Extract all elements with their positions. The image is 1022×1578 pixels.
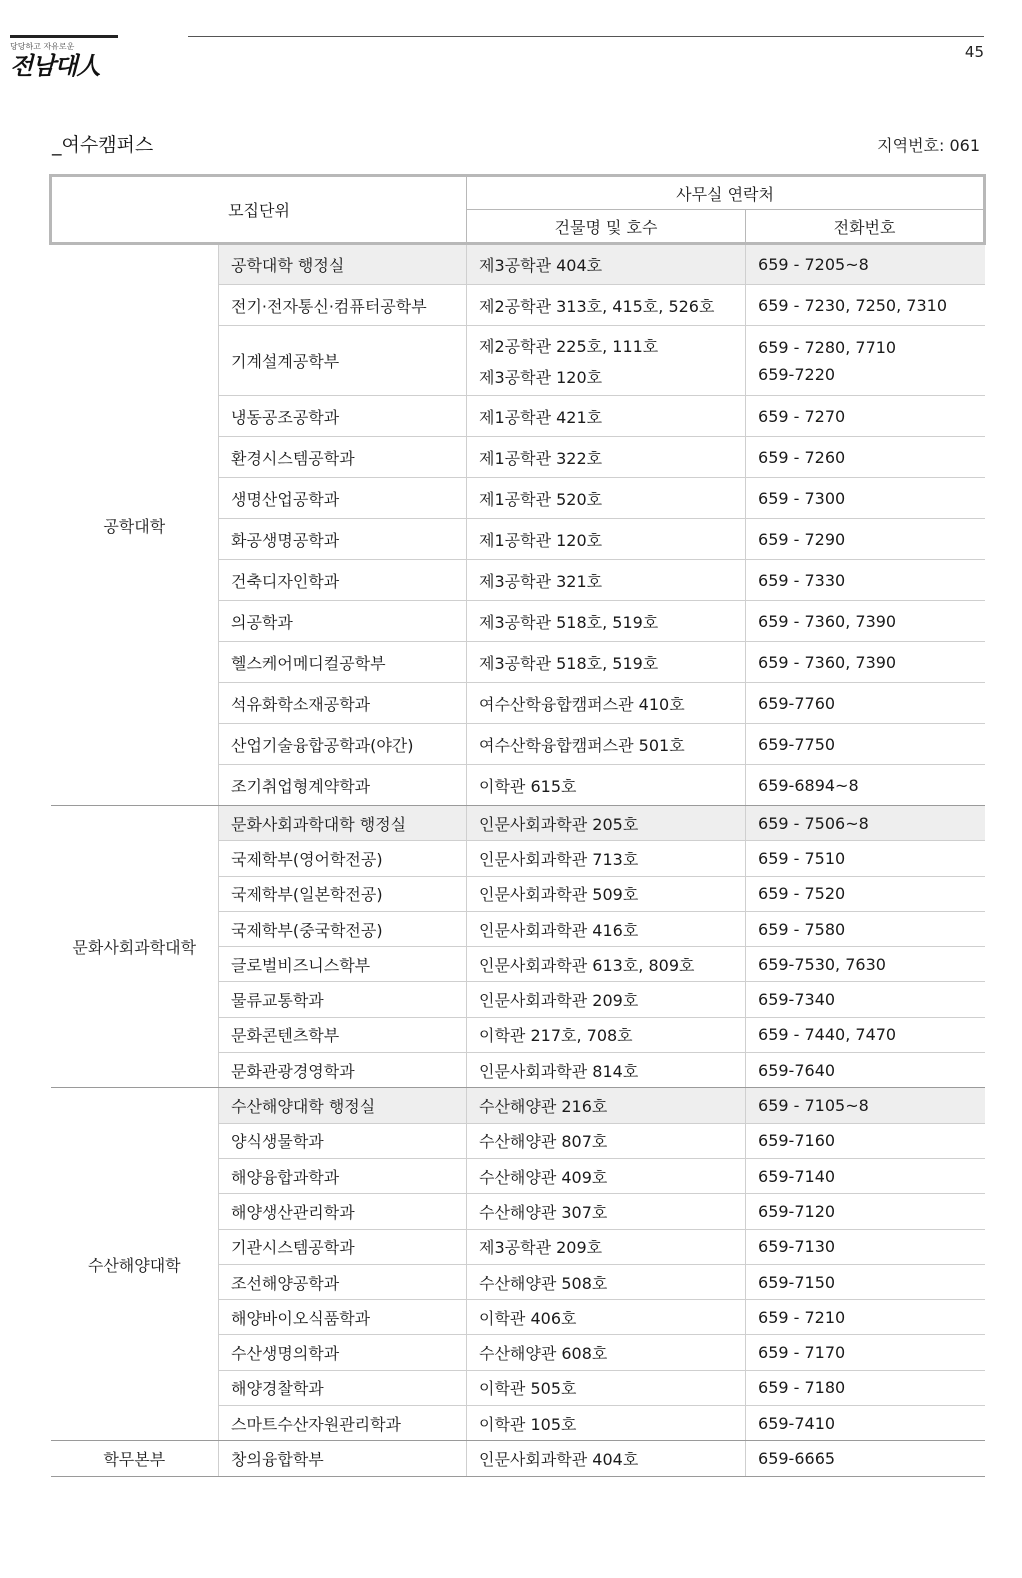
phone-number: 659-7410	[746, 1406, 985, 1441]
phone-number: 659-7640	[746, 1053, 985, 1088]
phone-number: 659-6665	[746, 1441, 985, 1477]
phone-line: 659-7220	[758, 364, 836, 384]
department-name: 전기·전자통신·컴퓨터공학부	[219, 285, 467, 326]
phone-number: 659-6894~8	[746, 765, 985, 806]
table-row-office	[51, 806, 985, 841]
phone-number: 659 - 7360, 7390	[746, 601, 985, 642]
phone-number: 659-7750	[746, 724, 985, 765]
header-building-room: 건물명 및 호수	[467, 210, 746, 244]
department-name: 생명산업공학과	[219, 478, 467, 519]
building-room: 제3공학관 321호	[467, 560, 746, 601]
department-name: 수산해양대학 행정실	[219, 1088, 467, 1123]
phone-number: 659 - 7300	[746, 478, 985, 519]
phone-number: 659-7120	[746, 1194, 985, 1229]
phone-number	[746, 326, 985, 396]
building-room: 이학관 505호	[467, 1370, 746, 1405]
department-name: 국제학부(영어학전공)	[219, 841, 467, 876]
phone-number: 659 - 7360, 7390	[746, 642, 985, 683]
phone-number: 659 - 7230, 7250, 7310	[746, 285, 985, 326]
department-name: 스마트수산자원관리학과	[219, 1406, 467, 1441]
department-name: 헬스케어메디컬공학부	[219, 642, 467, 683]
phone-number: 659 - 7510	[746, 841, 985, 876]
department-name: 공학대학 행정실	[219, 244, 467, 285]
header-unit: 모집단위	[51, 176, 467, 244]
building-room: 여수산학융합캠퍼스관 410호	[467, 683, 746, 724]
building-room: 제3공학관 518호, 519호	[467, 601, 746, 642]
department-name: 환경시스템공학과	[219, 437, 467, 478]
building-room: 인문사회과학관 416호	[467, 911, 746, 946]
phone-number: 659 - 7260	[746, 437, 985, 478]
building-room: 제1공학관 421호	[467, 396, 746, 437]
building-room: 여수산학융합캠퍼스관 501호	[467, 724, 746, 765]
department-name: 산업기술융합공학과(야간)	[219, 724, 467, 765]
department-name: 문화콘텐츠학부	[219, 1017, 467, 1052]
department-name: 문화사회과학대학 행정실	[219, 806, 467, 841]
department-name: 해양경찰학과	[219, 1370, 467, 1405]
department-name: 해양생산관리학과	[219, 1194, 467, 1229]
department-name: 조기취업형계약학과	[219, 765, 467, 806]
phone-number: 659-7160	[746, 1123, 985, 1158]
department-name: 국제학부(중국학전공)	[219, 911, 467, 946]
building-room: 이학관 217호, 708호	[467, 1017, 746, 1052]
department-name: 건축디자인학과	[219, 560, 467, 601]
building-room: 인문사회과학관 713호	[467, 841, 746, 876]
college-name: 학무본부	[51, 1441, 219, 1477]
college-name: 수산해양대학	[51, 1088, 219, 1441]
section-title: _여수캠퍼스	[52, 134, 154, 156]
building-room: 이학관 105호	[467, 1406, 746, 1441]
building-room: 제3공학관 518호, 519호	[467, 642, 746, 683]
table-row	[51, 1441, 985, 1477]
university-logo	[10, 42, 120, 82]
phone-number: 659 - 7506~8	[746, 806, 985, 841]
department-name: 창의융합학부	[219, 1441, 467, 1477]
department-name: 기관시스템공학과	[219, 1229, 467, 1264]
phone-number: 659 - 7270	[746, 396, 985, 437]
department-name: 해양바이오식품학과	[219, 1300, 467, 1335]
phone-number: 659-7340	[746, 982, 985, 1017]
header-office-contact: 사무실 연락처	[467, 176, 985, 210]
college-name: 문화사회과학대학	[51, 806, 219, 1088]
header-rule-right	[188, 36, 984, 37]
logo-name: 전남대人	[10, 51, 100, 80]
phone-number: 659 - 7170	[746, 1335, 985, 1370]
phone-number: 659 - 7210	[746, 1300, 985, 1335]
department-name: 국제학부(일본학전공)	[219, 876, 467, 911]
header-rule-left	[10, 35, 118, 38]
phone-number: 659 - 7290	[746, 519, 985, 560]
department-name: 문화관광경영학과	[219, 1053, 467, 1088]
logo-tagline: 당당하고 자유로운	[10, 42, 75, 51]
phone-number: 659-7530, 7630	[746, 947, 985, 982]
department-name: 화공생명공학과	[219, 519, 467, 560]
building-room: 수산해양관 409호	[467, 1158, 746, 1193]
department-name: 석유화학소재공학과	[219, 683, 467, 724]
building-room: 인문사회과학관 509호	[467, 876, 746, 911]
building-room: 인문사회과학관 613호, 809호	[467, 947, 746, 982]
department-name: 물류교통학과	[219, 982, 467, 1017]
table-body	[51, 244, 985, 1477]
building-room-line: 제3공학관 120호	[479, 367, 603, 387]
college-name: 공학대학	[51, 244, 219, 806]
page-number: 45	[964, 43, 984, 61]
table-row-office	[51, 1088, 985, 1123]
phone-number: 659-7140	[746, 1158, 985, 1193]
phone-number: 659 - 7205~8	[746, 244, 985, 285]
building-room: 인문사회과학관 404호	[467, 1441, 746, 1477]
phone-number: 659 - 7440, 7470	[746, 1017, 985, 1052]
building-room: 인문사회과학관 814호	[467, 1053, 746, 1088]
phone-number: 659-7760	[746, 683, 985, 724]
phone-number: 659 - 7330	[746, 560, 985, 601]
department-name: 수산생명의학과	[219, 1335, 467, 1370]
building-room	[467, 326, 746, 396]
area-code: 지역번호: 061	[877, 136, 980, 155]
department-name: 의공학과	[219, 601, 467, 642]
building-room: 제3공학관 404호	[467, 244, 746, 285]
building-room: 인문사회과학관 209호	[467, 982, 746, 1017]
department-name: 기계설계공학부	[219, 326, 467, 396]
phone-number: 659 - 7520	[746, 876, 985, 911]
department-name: 글로벌비즈니스학부	[219, 947, 467, 982]
department-name: 조선해양공학과	[219, 1264, 467, 1299]
building-room: 수산해양관 307호	[467, 1194, 746, 1229]
header-phone: 전화번호	[746, 210, 985, 244]
department-name: 해양융합과학과	[219, 1158, 467, 1193]
building-room: 수산해양관 216호	[467, 1088, 746, 1123]
phone-number: 659-7130	[746, 1229, 985, 1264]
phone-number: 659-7150	[746, 1264, 985, 1299]
phone-line: 659 - 7280, 7710	[758, 337, 897, 357]
department-name: 양식생물학과	[219, 1123, 467, 1158]
phone-number: 659 - 7180	[746, 1370, 985, 1405]
building-room: 인문사회과학관 205호	[467, 806, 746, 841]
building-room: 수산해양관 508호	[467, 1264, 746, 1299]
phone-number: 659 - 7580	[746, 911, 985, 946]
building-room: 이학관 615호	[467, 765, 746, 806]
phone-number: 659 - 7105~8	[746, 1088, 985, 1123]
building-room: 제2공학관 313호, 415호, 526호	[467, 285, 746, 326]
department-name: 냉동공조공학과	[219, 396, 467, 437]
building-room: 제3공학관 209호	[467, 1229, 746, 1264]
contacts-table	[49, 174, 986, 1477]
building-room: 수산해양관 608호	[467, 1335, 746, 1370]
building-room: 제1공학관 322호	[467, 437, 746, 478]
building-room: 이학관 406호	[467, 1300, 746, 1335]
table-row-office	[51, 244, 985, 285]
building-room-line: 제2공학관 225호, 111호	[479, 336, 659, 356]
building-room: 제1공학관 120호	[467, 519, 746, 560]
building-room: 제1공학관 520호	[467, 478, 746, 519]
building-room: 수산해양관 807호	[467, 1123, 746, 1158]
